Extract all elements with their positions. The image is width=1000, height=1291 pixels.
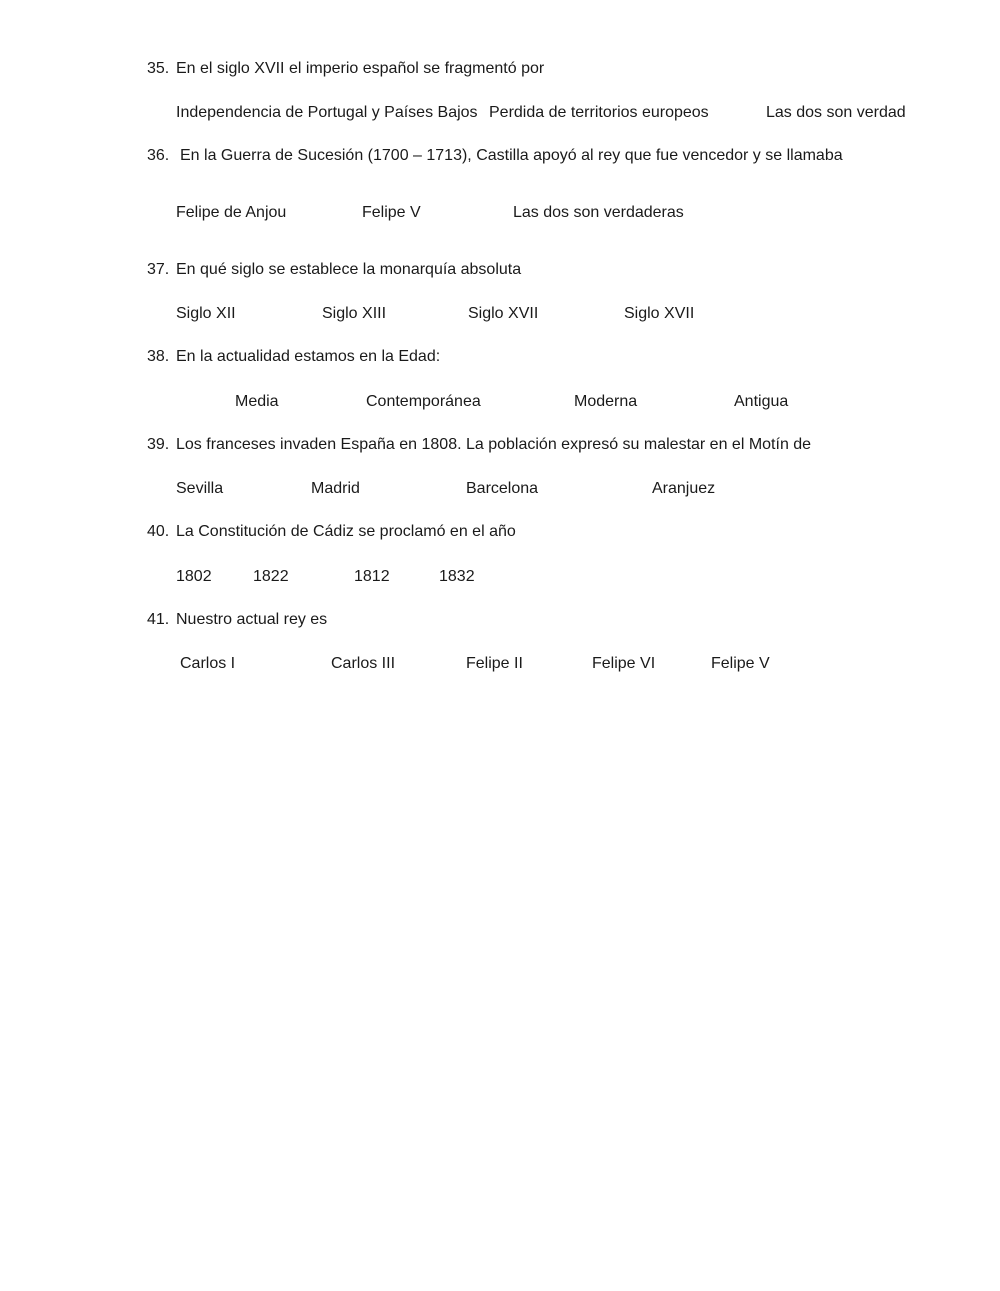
answer-option[interactable]: Siglo XIII [322, 305, 387, 322]
question-number: 40. [147, 523, 170, 540]
question-number: 36. [147, 147, 170, 164]
answer-option[interactable]: Felipe de Anjou [176, 204, 287, 221]
answer-option[interactable]: 1802 [176, 568, 212, 585]
answer-option[interactable]: Carlos III [331, 655, 396, 672]
answer-option[interactable]: Felipe II [466, 655, 523, 672]
question-number: 41. [147, 611, 170, 628]
question-number: 35. [147, 60, 170, 77]
answer-option[interactable]: 1832 [439, 568, 475, 585]
question-text: Los franceses invaden España en 1808. La población expresó su malestar en el Motín de [176, 436, 812, 453]
question-text: La Constitución de Cádiz se proclamó en el año [176, 523, 516, 540]
answer-option[interactable]: Las dos son verdad [766, 104, 906, 121]
answer-option[interactable]: Las dos son verdaderas [513, 204, 684, 221]
question-text: En la actualidad estamos en la Edad: [176, 348, 441, 365]
answer-option[interactable]: Contemporánea [366, 393, 481, 410]
answer-option[interactable]: Moderna [574, 393, 638, 410]
answer-option[interactable]: Sevilla [176, 480, 224, 497]
question-number: 39. [147, 436, 170, 453]
answer-option[interactable]: Media [235, 393, 279, 410]
answer-option[interactable]: Antigua [734, 393, 789, 410]
answer-option[interactable]: Felipe V [711, 655, 770, 672]
answer-option[interactable]: Independencia de Portugal y Países Bajos [176, 104, 478, 121]
answer-option[interactable]: Carlos I [180, 655, 236, 672]
answer-option[interactable]: Felipe VI [592, 655, 656, 672]
answer-option[interactable]: Perdida de territorios europeos [489, 104, 709, 121]
question-number: 37. [147, 261, 170, 278]
answer-option[interactable]: Siglo XII [176, 305, 236, 322]
question-text: En qué siglo se establece la monarquía absoluta [176, 261, 522, 278]
answer-option[interactable]: Madrid [311, 480, 360, 497]
question-text: Nuestro actual rey es [176, 611, 328, 628]
question-text: En el siglo XVII el imperio español se fragmentó por [176, 60, 545, 77]
answer-option[interactable]: Felipe V [362, 204, 421, 221]
answer-option[interactable]: 1822 [253, 568, 289, 585]
answer-option[interactable]: Barcelona [466, 480, 539, 497]
answer-option[interactable]: 1812 [354, 568, 390, 585]
answer-option[interactable]: Siglo XVII [624, 305, 695, 322]
answer-option[interactable]: Siglo XVII [468, 305, 539, 322]
question-text: En la Guerra de Sucesión (1700 – 1713), Castilla apoyó al rey que fue vencedor y se llamaba [180, 147, 843, 164]
answer-option[interactable]: Aranjuez [652, 480, 716, 497]
question-number: 38. [147, 348, 170, 365]
